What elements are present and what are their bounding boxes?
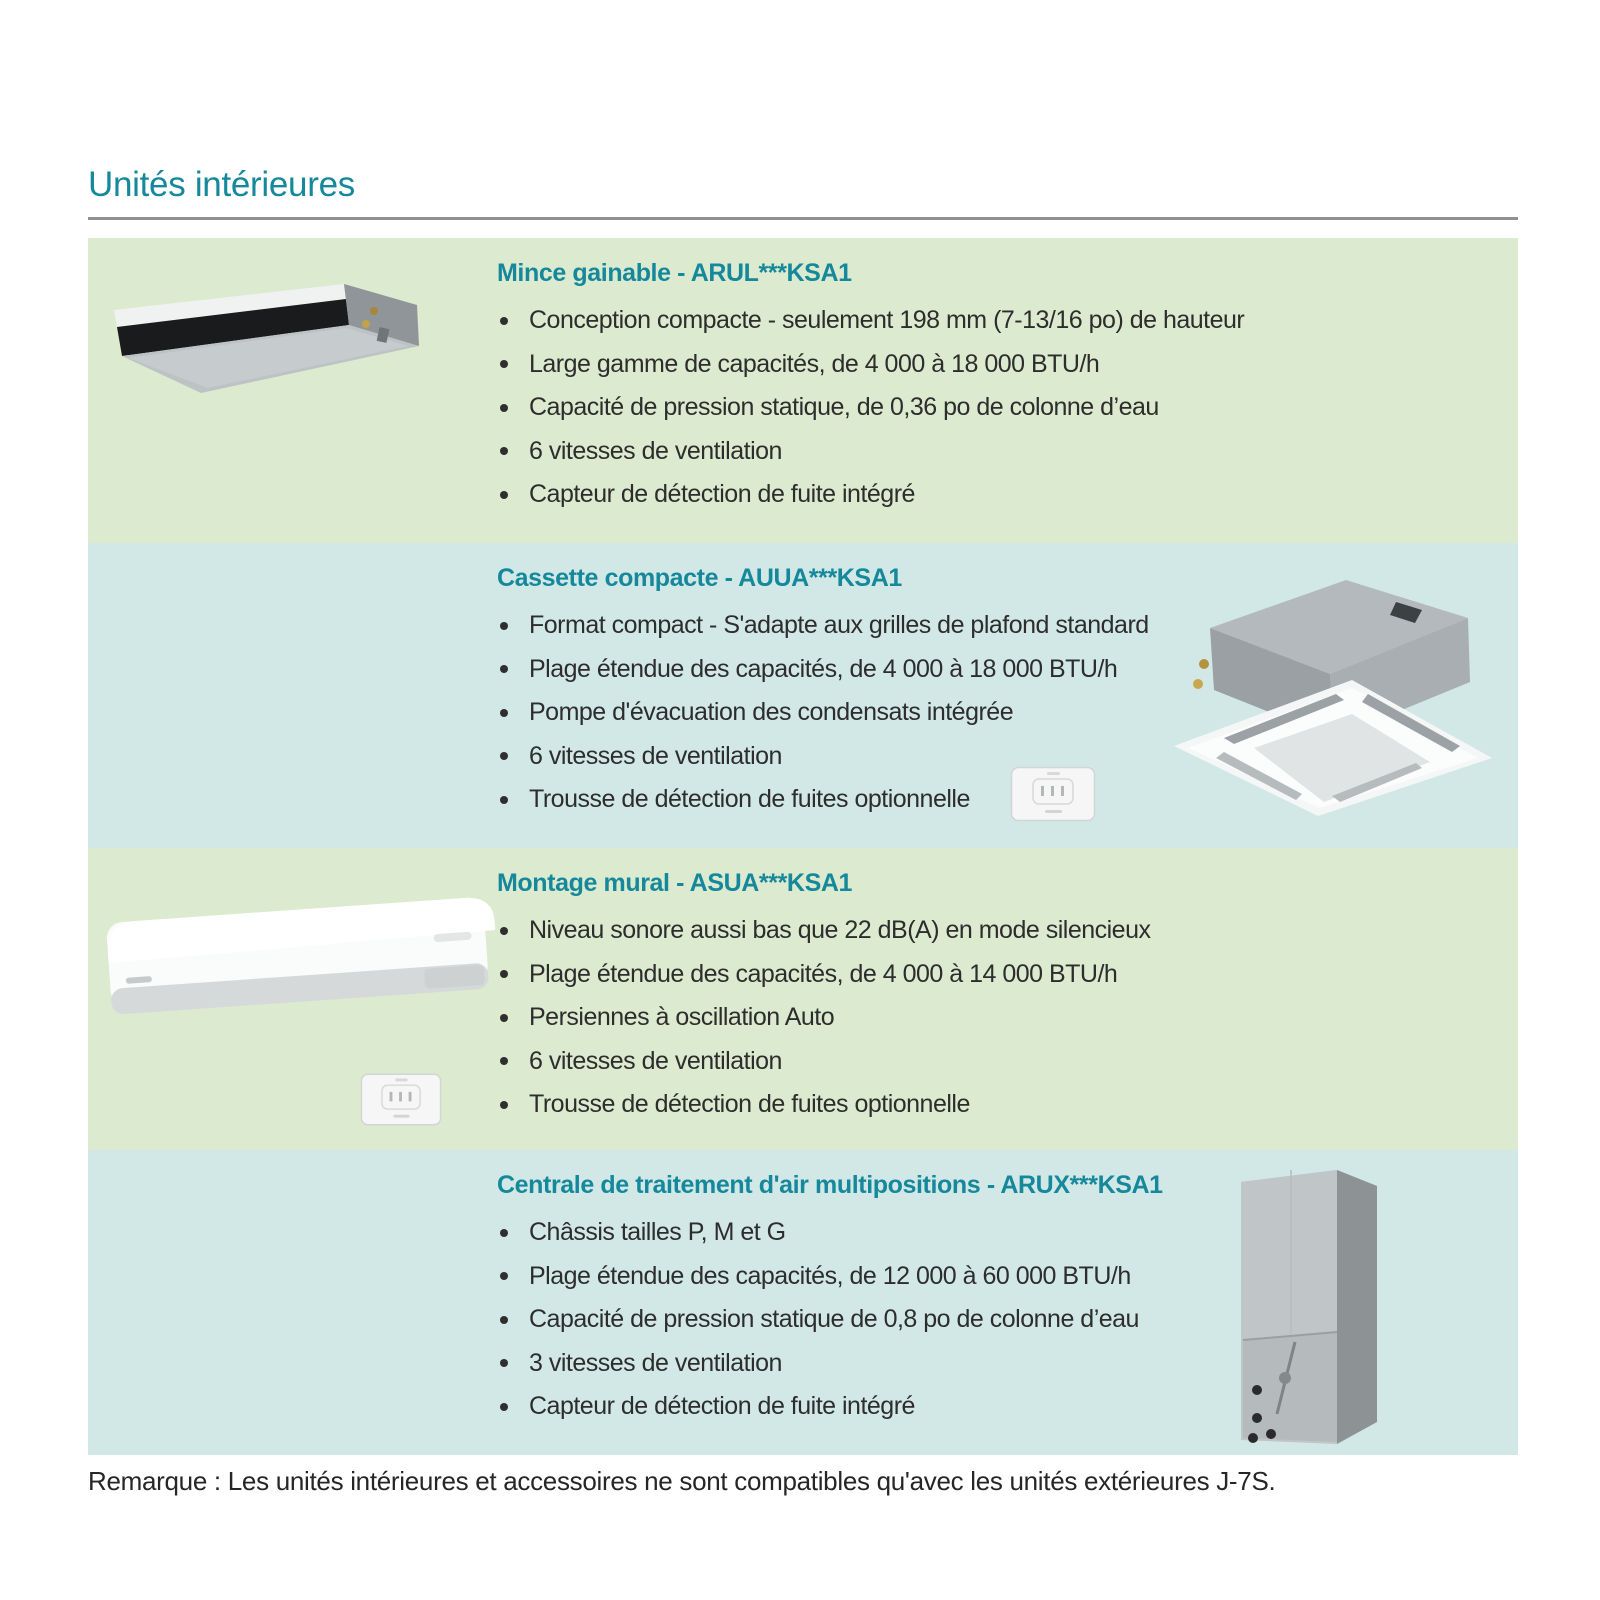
feature-bullet: Format compact - S'adapte aux grilles de plafond standard — [497, 604, 1512, 648]
wired-remote-photo — [1010, 766, 1096, 822]
section-title: Montage mural - ASUA***KSA1 — [497, 869, 852, 897]
feature-bullet: Large gamme de capacités, de 4 000 à 18 000 BTU/h — [497, 343, 1512, 387]
feature-bullet: Niveau sonore aussi bas que 22 dB(A) en mode silencieux — [497, 909, 1512, 953]
section-title: Centrale de traitement d'air multipositions - ARUX***KSA1 — [497, 1171, 1163, 1199]
feature-bullet: Capteur de détection de fuite intégré — [497, 473, 1512, 517]
title-rule — [88, 217, 1518, 220]
feature-list — [497, 909, 1512, 1127]
slim-duct-unit-photo — [108, 272, 420, 394]
feature-bullet: Trousse de détection de fuites optionnelle — [497, 1083, 1512, 1127]
feature-bullet: Trousse de détection de fuites optionnelle — [497, 778, 1512, 822]
feature-bullet: Pompe d'évacuation des condensats intégrée — [497, 691, 1512, 735]
feature-bullet: Capacité de pression statique de 0,8 po de colonne d’eau — [497, 1298, 1512, 1342]
feature-bullet: 3 vitesses de ventilation — [497, 1342, 1512, 1386]
compact-cassette-photo — [1168, 566, 1498, 816]
feature-bullet: 6 vitesses de ventilation — [497, 430, 1512, 474]
feature-list — [497, 299, 1512, 517]
footnote: Remarque : Les unités intérieures et accessoires ne sont compatibles qu'avec les unités extérieures J-7S. — [88, 1466, 1276, 1496]
feature-bullet: Plage étendue des capacités, de 12 000 à 60 000 BTU/h — [497, 1255, 1512, 1299]
section-title: Cassette compacte - AUUA***KSA1 — [497, 564, 902, 592]
page-title: Unités intérieures — [88, 165, 355, 204]
air-handler-photo — [1233, 1162, 1383, 1454]
wired-remote-photo — [360, 1072, 442, 1127]
feature-bullet: Conception compacte - seulement 198 mm (7-13/16 po) de hauteur — [497, 299, 1512, 343]
feature-bullet: Châssis tailles P, M et G — [497, 1211, 1512, 1255]
feature-bullet: Persiennes à oscillation Auto — [497, 996, 1512, 1040]
feature-bullet: Capteur de détection de fuite intégré — [497, 1385, 1512, 1429]
feature-bullet: 6 vitesses de ventilation — [497, 735, 1512, 779]
feature-bullet: 6 vitesses de ventilation — [497, 1040, 1512, 1084]
wall-mount-unit-photo — [95, 882, 500, 1042]
section-title: Mince gainable - ARUL***KSA1 — [497, 259, 852, 287]
feature-bullet: Plage étendue des capacités, de 4 000 à 18 000 BTU/h — [497, 648, 1512, 692]
feature-bullet: Plage étendue des capacités, de 4 000 à 14 000 BTU/h — [497, 953, 1512, 997]
feature-bullet: Capacité de pression statique, de 0,36 po de colonne d’eau — [497, 386, 1512, 430]
